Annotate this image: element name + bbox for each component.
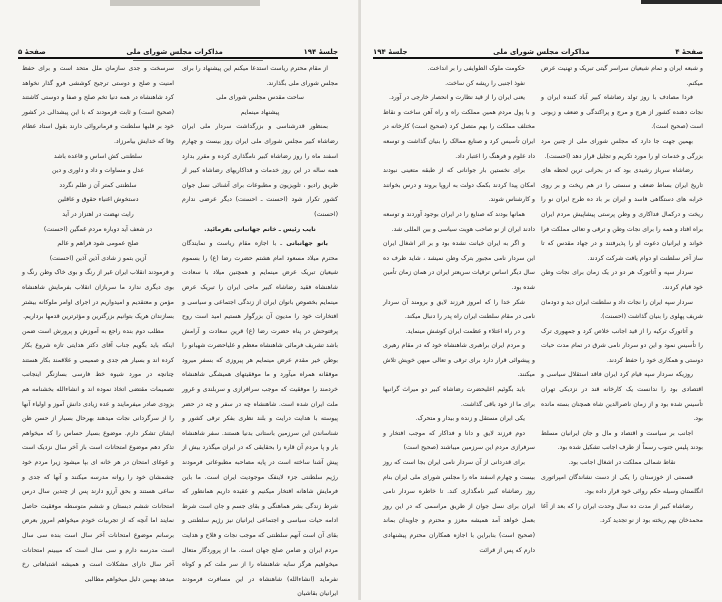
paragraph: یکی ایران مستقل و زنده و بیدار و متحرک. bbox=[415, 415, 525, 423]
page-header-right bbox=[373, 40, 703, 56]
speech-text: ـ با اجازه مقام ریاست و نمایندگان محترم میلاد مسعود امام هشتم حضرت رضا (ع) را بسموم شیعیان تبریک عرض مینمایم و همچنین میلاد با سعادت شاهنشاه فقید رضاشاه کبیر ماحی ایران را تبریک عرض مینمایم بخصوص بانوان ایران از زندگی اجتماعی و سیاسی و افتخارات خود را مدیون آن بزرگوار هستیم امید است روح پرفتوحش در پناه حضرت رضا (ع) قرین سعادت و آرامش باشد تشریف فرمائی شاهنشاه معظم و علیاحضرت شهبانو را بوطن خیر مقدم عرض مینمایم هر پیروزی که بسفر میرود موفقانه همراه میآورد و ما موفقیتهای همیشگی شاهنشاه خردمند را موفقیت که موجب سرافرازی و سربلندی و غرور ملت ایران شده است. شاهنشاه چه در سفر و چه در حضر پیوسته با هدایت درایت و بلند نظری بفکر ترقی کشور و شناساندن این سرزمین باستانی بدنیا هستند. سفر شاهنشاه بار و پا مردم آن قاره را بحقایقی که در ایران میگذرد بیش از پیش آشنا ساخته است در پایه مصاحبه مطبوعاتی فرمودند رژیم سلطنتی جزء لاینفک موجودیت ایران است. ما باین فرمایش شاهانه افتخار میکنیم و عقیده داریم همانطور که شرط زندگی بشر هماهنگی و بقای جسم و جان است شرط ادامه حیات سیاسی و اجتماعی ایرانیان نیز رژیم سلطنتی و بقای آن است آنهم سلطنتی که موجب نجات و فلاح و هدایت مردم ایران و ضامن صلح جهان است. ما از پروردگار متعال میخواهیم هرگز سایه شاهنشاه را از سر ملت کم و کوتاه نفرماید (انشاءالله) شاهنشاه در این مسافرت فرمودند ایرانیان بقاشیان bbox=[182, 240, 338, 598]
page-header-left bbox=[18, 40, 338, 56]
paragraph: سرسخت و جدی سازمان ملل متحد است و برای حفظ امنیت و صلح و دوستی ترجیح کوششی فرو گذار نخواهد کرد شاهنشاه در همه دنیا تخم صلح و صفا و دوستی کاشتند (صحیح است) و ثابت فرمودند که با این پیشدالی در کشور خود بر قلبها سلطنت و فرمانروائی دارند بقول استاد عظام وفا که خدایش بیامرزاد. bbox=[22, 65, 174, 145]
paragraph: دوم فرزند لایق و دانا و فداکار که موجب افتخار و سرفرازی مردم این سرزمین میباشند (صحیح است) bbox=[383, 429, 535, 452]
right-page-left-column bbox=[383, 62, 535, 558]
verse-line: دستخوش اغنیاء حقوق و عاقلین bbox=[57, 196, 139, 204]
paragraph: و با پول مردم همین مملکت راه و راه آهن ساخت و نقاط مختلف مملکت را بهم متصل کرد (صحیح است) کارخانه در ایران تأسیس کرد و صنایع ممالک را بنیان گذاشت و توسعه داد علوم و فرهنگ را اعتبار داد. bbox=[383, 108, 535, 160]
paragraph: نفوذ اجنبی را ریشه کن ساخت. bbox=[445, 79, 525, 87]
session-label: جلسهٔ ۱۹۴ bbox=[373, 48, 408, 56]
paragraph: همانها بودند که صنایع را در ایران بوجود آوردند و توسعه دادند ایران از نو صاحب هویت سیاسی و بین المللی شد. bbox=[383, 210, 535, 233]
left-page-right-column bbox=[182, 62, 338, 602]
paragraph: از مقام محترم ریاست استدعا میکنم این پیشنهاد را برای مجلس شورای ملی بگذارند. bbox=[182, 65, 338, 87]
right-page-right-column bbox=[541, 62, 703, 529]
verse-line: عدل و مساوات و داد و داوری و دین bbox=[51, 167, 145, 175]
paragraph: سردار سپه و آتاتورک هر دو در یک زمان برای نجات وطن خود قیام کردند. bbox=[541, 269, 703, 291]
bleed-through-mark bbox=[110, 0, 260, 6]
paragraph: فردا مصادف با روز تولد رضاشاه کبیر آباد کننده ایران و نجات دهنده کشور از هرج و مرج و پراکندگی و ضعف و زبونی است (صحیح است). bbox=[541, 94, 703, 131]
scan-edge-mark bbox=[641, 0, 722, 4]
header-rule bbox=[373, 57, 703, 59]
paragraph: و فرمودند انقلاب ایران غیر از رنگ و بوی خاک وطن رنگ و بوی دیگری ندارد ما سربازان انقلاب بفرمایش شاهنشاه مؤمن و معتقدیم و امیدواریم در اجرای اوامر ملوکانه بیشتر بسازندان هریک بتوانیم بزرگترین و مؤثرترین قدمها برداریم. bbox=[22, 269, 174, 321]
verse-line: سلطنتی کمتر آن ز ظلم نگردد bbox=[59, 181, 137, 189]
paragraph: نقاط شمالی مملکت در اشغال اجانب بود. bbox=[568, 459, 676, 467]
paragraph: اجانب بر سیاست و اقتصاد و مال و جان ایرانیان مسلط بودند پلیس جنوب رسماً از طرف اجانب تشکیل شده بود. bbox=[541, 429, 703, 452]
paragraph: و شبعه ایران و تمام شیعیان سراسر گیتی تبریک و تهنیت عرض میکنم. bbox=[541, 65, 703, 87]
verse-line: آزین بتمو ز شادی آذین آذین (احسنت) bbox=[49, 254, 147, 262]
paragraph: ساحت مقدس مجلس شورای ملی bbox=[216, 94, 304, 102]
paragraph: بهمین جهت جا دارد که مجلس شورای ملی از چنین مرد بزرگی و خدمات او را مورد تکریم و تجلیل قرار دهد (احسنت). bbox=[541, 137, 703, 160]
header-rule bbox=[18, 57, 338, 59]
paragraph: سردار سپه ایران را نجات داد و سلطنت ایران دید و دودمان شریف پهلوی را بنیان گذاشت (احسنت). bbox=[541, 298, 703, 321]
right-page bbox=[361, 0, 722, 600]
verse-line: در شعف آید دوباره مردم غمگین (احسنت) bbox=[43, 225, 153, 233]
paragraph: باید بگوئیم اعلیحضرت رضاشاه کبیر دو میراث گرانبها برای ما از خود باقی گذاشت. bbox=[383, 386, 535, 408]
verse-line: سلطنتی کش اساس و قاعده باشد bbox=[53, 152, 143, 160]
paragraph: بمنظور قدرشناسی و بزرگداشت سردار ملی ایران رضاشاه کبیر مجلس شورای ملی ایران روز بیست و چهارم اسفند ماه را روز رضاشاه کبیر نامگذاری کرده و مقرر بدارد همه ساله در این روز خدمات و فداکاریهای رضاشاه کبیر از طریق رادیو ، تلویزیون و مطبوعات برای آشنائی نسل جوان کشور تکرار شود (احسنت ـ احسنت) دیگر عرضی ندارم (احسنت) bbox=[182, 123, 338, 218]
paragraph: قسمتی از خوزستان را یکی از دست نشاندگان امپراتوری انگلستان وسیله حکم روائی خود قرار داده بود. bbox=[541, 473, 703, 496]
speech-paragraph bbox=[182, 237, 338, 602]
session-label: جلسهٔ ۱۹۴ bbox=[303, 48, 338, 56]
speaker-call: نایب رئیس ـ خانم جهانبانی بفرمائید. bbox=[204, 225, 316, 233]
page-number: صفحهٔ ۵ bbox=[18, 48, 46, 56]
paragraph: روزیکه سردار سپه قیام کرد ایران فاقد استقلال سیاسی و اقتصادی بود را ندانست یک کارخانه قند در نزدیکی تهران تأسیس شده بود و از زمان ناصرالدین شاه همچنان بسته مانده بود. bbox=[541, 371, 703, 423]
paragraph: و اگر به ایران خیانت نشده بود و بر اثر اشغال ایران این سردار نامی مجبور بترک وطن نمیشد ، شاید ظرف ده سال دیگر اساس ترقیات سریعتر ایران در همان زمان تأمین شده بود. bbox=[383, 240, 535, 291]
paragraph: یعنی ایران را از قید نظارت و انحصار خارجی در آورد. bbox=[388, 94, 525, 102]
running-title: مذاکرات مجلس شورای ملی bbox=[493, 48, 590, 56]
paragraph: رضاشاه سرباز رشیدی بود که در بحرانی ترین لحظه های تاریخ ایران بساط ضعف و سستی را در هم ریخت و بر روی خرابه های دستگاهی فاسد و ایران بر باد ده طرح ایران نو را ریخت و درکمال فداکاری و وطن پرستی پیشاپیش مردم ایران براه افتاد و همه را برای نجات وطن و ترقی و تعالی مملکت فرا خواند و ایرانیان دعوت او را پذیرفتند و در جهاد مقدس که تا ساز آخر سلطنت او دوام یافت شرکت کردند. bbox=[541, 167, 703, 262]
paragraph: و مردم ایران براهبری شاهنشاه خود که در مقام رهبری و پیشوائی قرار دارد برای ترقی و تعالی میهن خویش تلاش میکنند. bbox=[383, 342, 535, 379]
paragraph: و آتاتورک ترکیه را از قید اجانب خلاص کرد و جمهوری ترک را تأسیس نمود و این دو سردار نامی شرق در تمام مدت حیات دوستی و همکاری خود را حفظ کردند. bbox=[541, 327, 703, 364]
paragraph: پیشنهاد مینمایم bbox=[240, 108, 280, 116]
verse-line: صلح عمومی شود فراهم و عالم bbox=[57, 240, 139, 248]
left-page-left-column bbox=[22, 62, 174, 587]
paragraph: برای نخستین بار جوانانی که از طبقه متعینی نبودند امکان پیدا کردند بکمک دولت به اروپا بروند و درس بخوانند و کارشناس شوند. bbox=[383, 167, 535, 204]
header-subrule bbox=[133, 60, 263, 61]
paragraph: شکر خدا را که امروز فرزند لایق و برومند آن سردار نامی در مقام سلطنت ایران راه پدر را دنبال میکند. bbox=[383, 298, 535, 321]
paragraph: برای قدردانی از آن سردار نامی ایران بجا است که روز بیست و چهارم اسفند ماه را مجلس شورای ملی ایران بنام روز رضاشاه کبیر نامگذاری کند. تا خاطره سردار نامی ایران برای نسل جوان از طریق مراسمی که در این روز بعمل خواهد آمد همیشه معزز و محترم و جاویدان بماند (صحیح است) بنابراین با اجازه همکاران محترم پیشنهادی دارم که پس از قرائت bbox=[383, 459, 535, 554]
running-title: مذاکرات مجلس شورای ملی bbox=[126, 48, 223, 56]
paragraph: رضاشاه کبیر از مدت ده سال وحدت ایران را که بعد از آغا محمدخان بهم ریخته بود از نو تجدید کرد. bbox=[541, 502, 703, 525]
paragraph: حکومت ملوک الطوایفی را بر انداخت. bbox=[427, 65, 525, 72]
paragraph: مطلب دوم بنده راجع به آموزش و پرورش است ضمن اینکه باید بگویم جناب آقای دکتر هدایتی تازه شروع بکار کرده اند و بسیار هم جدی و صمیمی و علاقمند بکار هستند چنانچه در مورد شیوه خط فارسی بسازنگر اینجانب تصمیمات مقتضی اتخاذ نموده اند و انشاءالله بخشنامه هم بزودی صادر میفرمایند و عده زیادی دانش آموز و اولیاء آنها را از سرگردانی نجات میدهند بهرحال بسیار از حسن ظن ایشان تشکر دارم. موضوع بسیار حساس را که میخواهم تذکر دهم موضوع امتحانات است باز آخر سال نزدیک است و غوغای امتحان در هر خانه ای بپا میشود زیرا مردم خود چشمشان خود را روانه مدرسه میکنند و آنها که جدی و ساعی هستند و بحق آرزو دارند پس از چندین سال درس امتحانات ششم دبستان و ششم متوسطه موفقیت حاصل نمایند اما آنچه که از تجربیات خودم میخواهم امروز بعرض برسانم موضوع امتحانات آخر سال است بنده سی سال است مدرسه دارم و سی سال است که میبینم امتحانات آخر سال دارای مشکلات است و همیشه اشتباهاتی رخ میدهد بهمین دلیل میخواهم مطالبی bbox=[22, 327, 174, 583]
paragraph: و در راه اعتلاء و عظمت ایران کوشش مینماید. bbox=[405, 327, 525, 335]
left-page bbox=[0, 0, 359, 600]
verse-line: رایت نهضت در اهتزاز در آید bbox=[62, 210, 134, 218]
page-number: صفحهٔ ۴ bbox=[675, 48, 703, 56]
speaker-name: بانو جهانبانی bbox=[286, 240, 328, 248]
